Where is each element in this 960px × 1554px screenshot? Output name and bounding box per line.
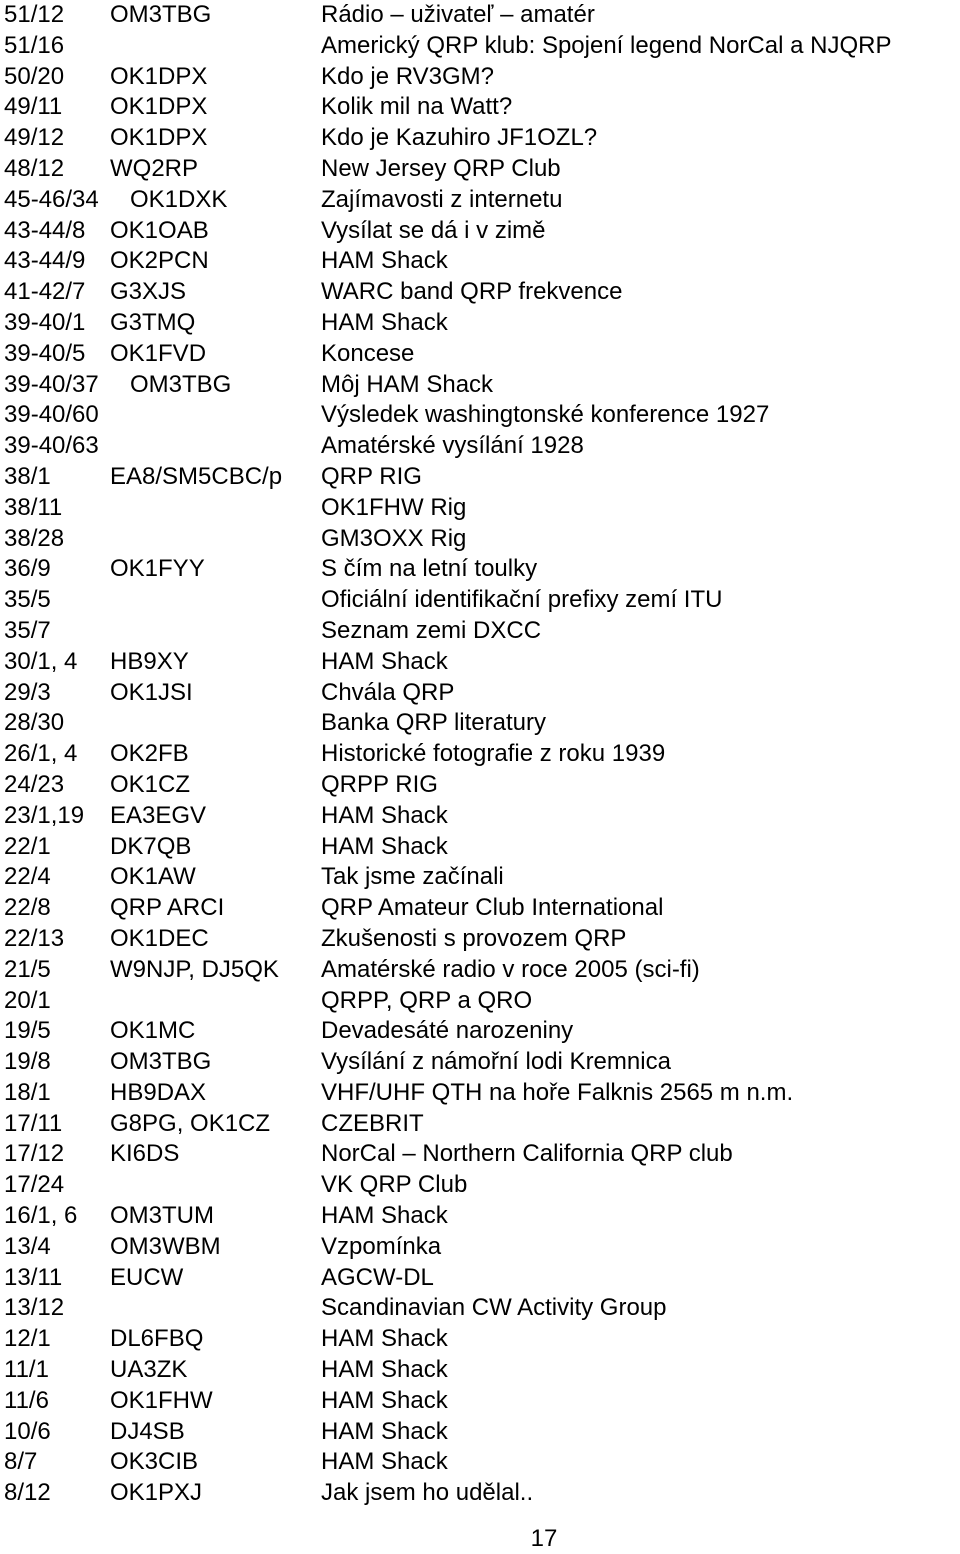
article-title: Kdo je Kazuhiro JF1OZL? bbox=[321, 124, 598, 152]
issue-number: 16/1, 6 bbox=[4, 1202, 78, 1230]
article-title: VHF/UHF QTH na hoře Falknis 2565 m n.m. bbox=[321, 1078, 794, 1106]
article-title: HAM Shack bbox=[321, 832, 448, 860]
page-number: 17 bbox=[530, 1525, 558, 1552]
issue-number: 8/12 bbox=[4, 1479, 51, 1507]
callsign: EUCW bbox=[110, 1263, 184, 1291]
index-row bbox=[4, 277, 960, 308]
issue-number: 21/5 bbox=[4, 955, 51, 983]
index-row bbox=[4, 708, 960, 739]
issue-number: 24/23 bbox=[4, 770, 65, 798]
index-row bbox=[4, 400, 960, 431]
article-title: Banka QRP literatury bbox=[321, 709, 546, 737]
article-title: Vysílání z námořní lodi Kremnica bbox=[321, 1048, 671, 1076]
index-row bbox=[4, 832, 960, 863]
index-row bbox=[4, 1109, 960, 1140]
index-row bbox=[4, 585, 960, 616]
article-title: Seznam zemi DXCC bbox=[321, 616, 542, 644]
issue-number: 43-44/9 bbox=[4, 247, 86, 275]
index-row bbox=[4, 801, 960, 832]
index-row bbox=[4, 370, 960, 401]
article-title: Jak jsem ho udělal.. bbox=[321, 1479, 534, 1507]
index-row bbox=[4, 216, 960, 247]
issue-number: 49/11 bbox=[4, 93, 63, 121]
article-index-list bbox=[4, 0, 960, 1509]
issue-number: 17/24 bbox=[4, 1171, 65, 1199]
issue-number: 49/12 bbox=[4, 124, 65, 152]
index-row bbox=[4, 1078, 960, 1109]
article-title: Oficiální identifikační prefixy zemí ITU bbox=[321, 586, 723, 614]
article-title: Môj HAM Shack bbox=[321, 370, 494, 398]
article-title: HAM Shack bbox=[321, 1386, 448, 1414]
index-row bbox=[4, 524, 960, 555]
article-title: WARC band QRP frekvence bbox=[321, 278, 623, 306]
issue-number: 38/28 bbox=[4, 524, 65, 552]
issue-number: 29/3 bbox=[4, 678, 51, 706]
callsign: QRP ARCI bbox=[110, 894, 225, 922]
callsign: OK1DXK bbox=[130, 185, 228, 213]
issue-number: 22/13 bbox=[4, 924, 65, 952]
issue-number: 23/1,19 bbox=[4, 801, 85, 829]
article-title: HAM Shack bbox=[321, 1448, 448, 1476]
index-row bbox=[4, 1170, 960, 1201]
issue-number: 36/9 bbox=[4, 555, 51, 583]
article-title: Amatérské radio v roce 2005 (sci-fi) bbox=[321, 955, 700, 983]
article-title: HAM Shack bbox=[321, 247, 448, 275]
callsign: OM3WBM bbox=[110, 1232, 221, 1260]
article-title: GM3OXX Rig bbox=[321, 524, 467, 552]
issue-number: 10/6 bbox=[4, 1417, 51, 1445]
article-title: HAM Shack bbox=[321, 1356, 448, 1384]
callsign: EA3EGV bbox=[110, 801, 207, 829]
issue-number: 19/5 bbox=[4, 1017, 51, 1045]
article-title: QRPP, QRP a QRO bbox=[321, 986, 533, 1014]
callsign: OK1FYY bbox=[110, 555, 205, 583]
callsign: OM3TUM bbox=[110, 1202, 214, 1230]
issue-number: 19/8 bbox=[4, 1048, 51, 1076]
issue-number: 39-40/63 bbox=[4, 432, 99, 460]
index-row bbox=[4, 431, 960, 462]
article-title: Vysílat se dá i v zimě bbox=[321, 216, 546, 244]
callsign: WQ2RP bbox=[110, 154, 199, 182]
callsign: HB9DAX bbox=[110, 1078, 207, 1106]
issue-number: 12/1 bbox=[4, 1325, 51, 1353]
index-row bbox=[4, 986, 960, 1017]
article-title: VK QRP Club bbox=[321, 1171, 468, 1199]
article-title: Vzpomínka bbox=[321, 1232, 442, 1260]
callsign: DK7QB bbox=[110, 832, 192, 860]
index-row bbox=[4, 185, 960, 216]
issue-number: 43-44/8 bbox=[4, 216, 86, 244]
article-title: Historické fotografie z roku 1939 bbox=[321, 740, 666, 768]
index-row bbox=[4, 678, 960, 709]
index-row bbox=[4, 339, 960, 370]
callsign: OK3CIB bbox=[110, 1448, 199, 1476]
issue-number: 39-40/1 bbox=[4, 308, 86, 336]
issue-number: 39-40/37 bbox=[4, 370, 99, 398]
callsign: OK1MC bbox=[110, 1017, 196, 1045]
callsign: DL6FBQ bbox=[110, 1325, 204, 1353]
issue-number: 11/6 bbox=[4, 1386, 49, 1414]
callsign: W9NJP, DJ5QK bbox=[110, 955, 279, 983]
index-row bbox=[4, 924, 960, 955]
index-row bbox=[4, 1324, 960, 1355]
index-row bbox=[4, 1447, 960, 1478]
index-row bbox=[4, 62, 960, 93]
callsign: OK1OAB bbox=[110, 216, 209, 244]
index-row bbox=[4, 462, 960, 493]
index-row bbox=[4, 246, 960, 277]
article-title: HAM Shack bbox=[321, 801, 448, 829]
issue-number: 51/12 bbox=[4, 1, 65, 28]
article-title: Kdo je RV3GM? bbox=[321, 62, 494, 90]
issue-number: 20/1 bbox=[4, 986, 51, 1014]
index-row bbox=[4, 1478, 960, 1509]
callsign: OK1JSI bbox=[110, 678, 193, 706]
issue-number: 18/1 bbox=[4, 1078, 51, 1106]
callsign: OK1FHW bbox=[110, 1386, 213, 1414]
article-title: HAM Shack bbox=[321, 308, 448, 336]
issue-number: 35/7 bbox=[4, 616, 51, 644]
callsign: OM3TBG bbox=[130, 370, 232, 398]
index-row bbox=[4, 1016, 960, 1047]
callsign: OK1DPX bbox=[110, 124, 208, 152]
issue-number: 26/1, 4 bbox=[4, 740, 78, 768]
index-row bbox=[4, 770, 960, 801]
issue-number: 13/11 bbox=[4, 1263, 63, 1291]
index-row bbox=[4, 493, 960, 524]
issue-number: 22/1 bbox=[4, 832, 51, 860]
article-title: New Jersey QRP Club bbox=[321, 154, 561, 182]
callsign: EA8/SM5CBC/p bbox=[110, 462, 283, 490]
article-title: HAM Shack bbox=[321, 1417, 448, 1445]
issue-number: 39-40/60 bbox=[4, 401, 99, 429]
issue-number: 22/4 bbox=[4, 863, 51, 891]
callsign: OK1DPX bbox=[110, 62, 208, 90]
article-title: AGCW-DL bbox=[321, 1263, 434, 1291]
index-row bbox=[4, 1417, 960, 1448]
index-row bbox=[4, 308, 960, 339]
index-row bbox=[4, 1139, 960, 1170]
callsign: OK1DPX bbox=[110, 93, 208, 121]
callsign: OM3TBG bbox=[110, 1048, 212, 1076]
callsign: G8PG, OK1CZ bbox=[110, 1109, 271, 1137]
callsign: G3XJS bbox=[110, 278, 187, 306]
index-row bbox=[4, 647, 960, 678]
article-title: QRP Amateur Club International bbox=[321, 894, 664, 922]
issue-number: 51/16 bbox=[4, 31, 65, 59]
issue-number: 50/20 bbox=[4, 62, 65, 90]
article-title: Zkušenosti s provozem QRP bbox=[321, 924, 627, 952]
article-title: Kolik mil na Watt? bbox=[321, 93, 513, 121]
article-title: Výsledek washingtonské konference 1927 bbox=[321, 401, 770, 429]
article-title: QRPP RIG bbox=[321, 770, 438, 798]
index-row bbox=[4, 154, 960, 185]
article-title: QRP RIG bbox=[321, 462, 422, 490]
callsign: OK1PXJ bbox=[110, 1479, 203, 1507]
callsign: G3TMQ bbox=[110, 308, 196, 336]
index-row bbox=[4, 1386, 960, 1417]
index-row bbox=[4, 616, 960, 647]
issue-number: 13/12 bbox=[4, 1294, 65, 1322]
article-title: Devadesáté narozeniny bbox=[321, 1017, 574, 1045]
issue-number: 48/12 bbox=[4, 154, 65, 182]
index-row bbox=[4, 739, 960, 770]
article-title: HAM Shack bbox=[321, 1325, 448, 1353]
issue-number: 35/5 bbox=[4, 586, 51, 614]
index-row bbox=[4, 1355, 960, 1386]
index-row bbox=[4, 1201, 960, 1232]
article-title: HAM Shack bbox=[321, 1202, 448, 1230]
issue-number: 38/11 bbox=[4, 493, 63, 521]
article-title: Koncese bbox=[321, 339, 415, 367]
article-title: HAM Shack bbox=[321, 647, 448, 675]
index-row bbox=[4, 31, 960, 62]
index-row bbox=[4, 1047, 960, 1078]
index-row bbox=[4, 893, 960, 924]
issue-number: 17/11 bbox=[4, 1109, 63, 1137]
index-row bbox=[4, 92, 960, 123]
index-row bbox=[4, 1232, 960, 1263]
index-row bbox=[4, 1263, 960, 1294]
issue-number: 22/8 bbox=[4, 894, 51, 922]
article-title: Amatérské vysílání 1928 bbox=[321, 432, 584, 460]
issue-number: 38/1 bbox=[4, 462, 51, 490]
index-row bbox=[4, 862, 960, 893]
index-row bbox=[4, 554, 960, 585]
callsign: OK1CZ bbox=[110, 770, 191, 798]
index-row bbox=[4, 955, 960, 986]
article-title: Tak jsme začínali bbox=[321, 863, 504, 891]
issue-number: 30/1, 4 bbox=[4, 647, 78, 675]
issue-number: 28/30 bbox=[4, 709, 65, 737]
index-row bbox=[4, 1293, 960, 1324]
callsign: OK2PCN bbox=[110, 247, 209, 275]
callsign: OK2FB bbox=[110, 740, 189, 768]
article-title: Rádio – uživateľ – amatér bbox=[321, 1, 595, 28]
article-title: Zajímavosti z internetu bbox=[321, 185, 563, 213]
article-title: Americký QRP klub: Spojení legend NorCal a NJQRP bbox=[321, 31, 892, 59]
callsign: OK1DEC bbox=[110, 924, 209, 952]
index-row bbox=[4, 123, 960, 154]
callsign: OK1FVD bbox=[110, 339, 207, 367]
callsign: OM3TBG bbox=[110, 1, 212, 28]
callsign: HB9XY bbox=[110, 647, 189, 675]
issue-number: 8/7 bbox=[4, 1448, 38, 1476]
article-title: CZEBRIT bbox=[321, 1109, 424, 1137]
issue-number: 17/12 bbox=[4, 1140, 65, 1168]
article-title: Scandinavian CW Activity Group bbox=[321, 1294, 667, 1322]
callsign: OK1AW bbox=[110, 863, 196, 891]
issue-number: 45-46/34 bbox=[4, 185, 99, 213]
issue-number: 13/4 bbox=[4, 1232, 51, 1260]
article-title: NorCal – Northern California QRP club bbox=[321, 1140, 733, 1168]
callsign: UA3ZK bbox=[110, 1356, 188, 1384]
article-title: OK1FHW Rig bbox=[321, 493, 467, 521]
index-row bbox=[4, 0, 960, 31]
issue-number: 11/1 bbox=[4, 1356, 49, 1384]
callsign: KI6DS bbox=[110, 1140, 180, 1168]
issue-number: 39-40/5 bbox=[4, 339, 86, 367]
article-title: S čím na letní toulky bbox=[321, 555, 538, 583]
issue-number: 41-42/7 bbox=[4, 278, 86, 306]
callsign: DJ4SB bbox=[110, 1417, 185, 1445]
article-title: Chvála QRP bbox=[321, 678, 455, 706]
